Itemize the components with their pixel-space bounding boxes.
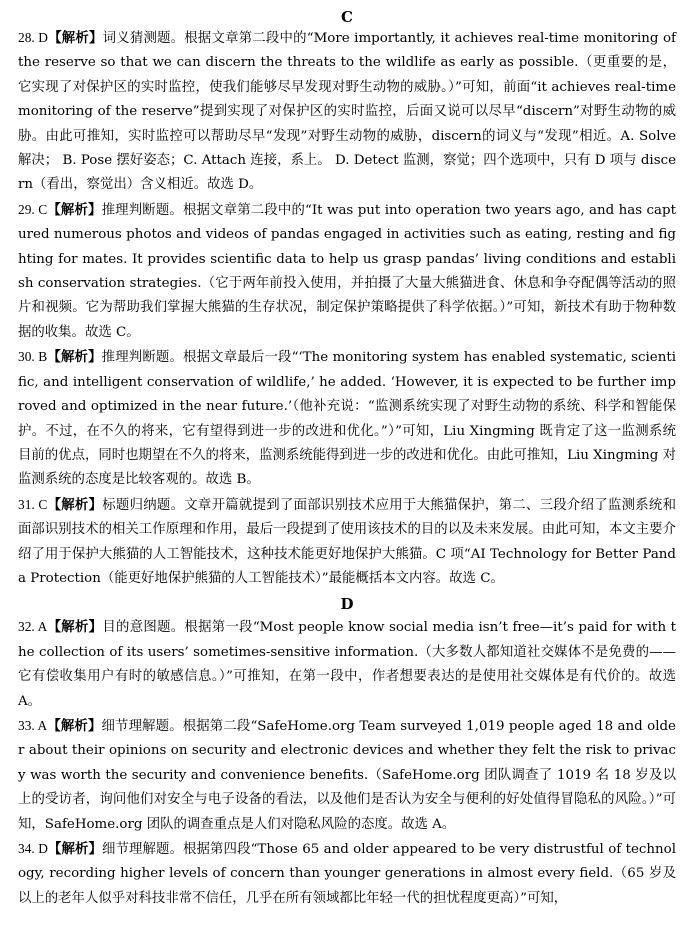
analysis-tag: 【解析】 [47, 717, 102, 734]
analysis-tag: 【解析】 [47, 201, 102, 218]
item-number: 28. D [18, 30, 48, 45]
item-number: 29. C [18, 201, 48, 217]
analysis-tag: 【解析】 [47, 496, 103, 513]
item-text: 标题归纳题。文章开篇就提到了面部识别技术应用于大熊猫保护，第二、三段介绍了监测系统和面部识别技术的相关工作原理和作用，最后一段提到了使用该技术的目的以及未来发展。由此可知，本文主要介绍了用于保护大熊猫的人工智能技术，这种技术能更好地保护大熊猫。C 项“AI Technology for Better Panda Protection（能更好地保护熊猫的人工智能技术）”最能概括本文内容。故选 C。 [18, 497, 676, 586]
item-text: 词义猜测题。根据文章第二段中的“More importantly, it achieves real-time monitoring of the reserve so that we can discern the threats to the wildlife as early as possible.（更重要的是，它实现了对保护区的实时监控，使我们能够尽早发现对野生动物的威胁。）”可知，前面“it achieves real-time monitoring of the reserve”提到实现了对保护区的实时监控，后面又说可以尽早“discern”对野生动物的威胁。由此可推知，实时监控可以帮助尽早“发现”对野生动物的威胁，discern的词义与“发现”相近。A. Solve 解决； B. Pose 摆好姿态；C. Attach 连接，系上。 D. Detect 监测，察觉；四个选项中，只有 D 项与 discern（看出，察觉出）含义相近。故选 D。 [18, 31, 676, 193]
item-text: 目的意图题。根据第一段“Most people know social media isn’t free—it’s paid for with the collection of its users’ sometimes-sensitive information.（大多数人都知道社交媒体不是免费的——它有偿收集用户有时的敏感信息。）”可推知，在第一段中，作者想要表达的是使用社交媒体是有代价的。故选 A。 [18, 620, 676, 709]
answer-item-28 [18, 26, 676, 198]
analysis-tag: 【解析】 [47, 30, 103, 46]
answer-item-29 [18, 198, 676, 345]
answer-item-34 [18, 837, 676, 911]
item-number: 32. A [18, 619, 48, 635]
analysis-tag: 【解析】 [47, 841, 103, 857]
analysis-tag: 【解析】 [47, 619, 103, 636]
item-text: 推理判断题。根据文章最后一段“‘The monitoring system has enabled systematic, scientific, and intelligent conservation of wildlife,’ he added. ‘However, it is expected to be further improved and optimized in the near future.’（他补充说：“监测系统实现了对野生动物的系统、科学和智能保护。不过，在不久的将来，它有望得到进一步的改进和优化。”）”可知，Liu Xingming 既肯定了这一监测系统目前的优点，同时也期望在不久的将来，监测系统能得到进一步的改进和优化。由此可推知，Liu Xingming 对监测系统的态度是比较客观的。故选 B。 [18, 350, 676, 488]
answer-item-33 [18, 714, 676, 837]
answer-item-31 [18, 493, 676, 592]
item-number: 31. C [18, 496, 48, 512]
item-text: 推理判断题。根据文章第二段中的“It was put into operation two years ago, and has captured numerous photos and videos of pandas engaged in activities such as eating, resting and fighting for mates. It provides scientific data to help us grasp pandas’ living conditions and establish conservation strategies.（它于两年前投入使用，并拍摄了大量大熊猫进食、休息和争夺配偶等活动的照片和视频。它为帮助我们掌握大熊猫的生存状况，制定保护策略提供了科学依据。）”可知，新技术有助于物种数据的收集。故选 C。 [18, 202, 676, 340]
item-text: 细节理解题。根据第二段“SafeHome.org Team surveyed 1,019 people aged 18 and older about their opinions on security and electronic devices and whether they felt the risk to privacy was worth the security and convenience benefits.（SafeHome.org 团队调查了 1019 名 18 岁及以上的受访者，询问他们对安全与电子设备的看法，以及他们是否认为安全与便利的好处值得冒隐私的风险。）”可知，SafeHome.org 团队的调查重点是人们对隐私风险的态度。故选 A。 [18, 718, 676, 832]
item-number: 33. A [18, 717, 48, 733]
section-heading-d: D [340, 595, 354, 614]
analysis-tag: 【解析】 [47, 349, 102, 366]
item-text: 细节理解题。根据第四段“Those 65 and older appeared to be very distrustful of technology, recording higher levels of concern than younger generations in almost every field.（65 岁及以上的老年人似乎对科技非常不信任，几乎在所有领域都比年轻一代的担忧程度更高）”可知， [18, 842, 676, 906]
item-number: 34. D [18, 841, 48, 856]
answer-item-30 [18, 345, 676, 492]
section-heading-c: C [341, 8, 353, 26]
item-number: 30. B [18, 349, 48, 365]
answer-item-32 [18, 615, 676, 714]
